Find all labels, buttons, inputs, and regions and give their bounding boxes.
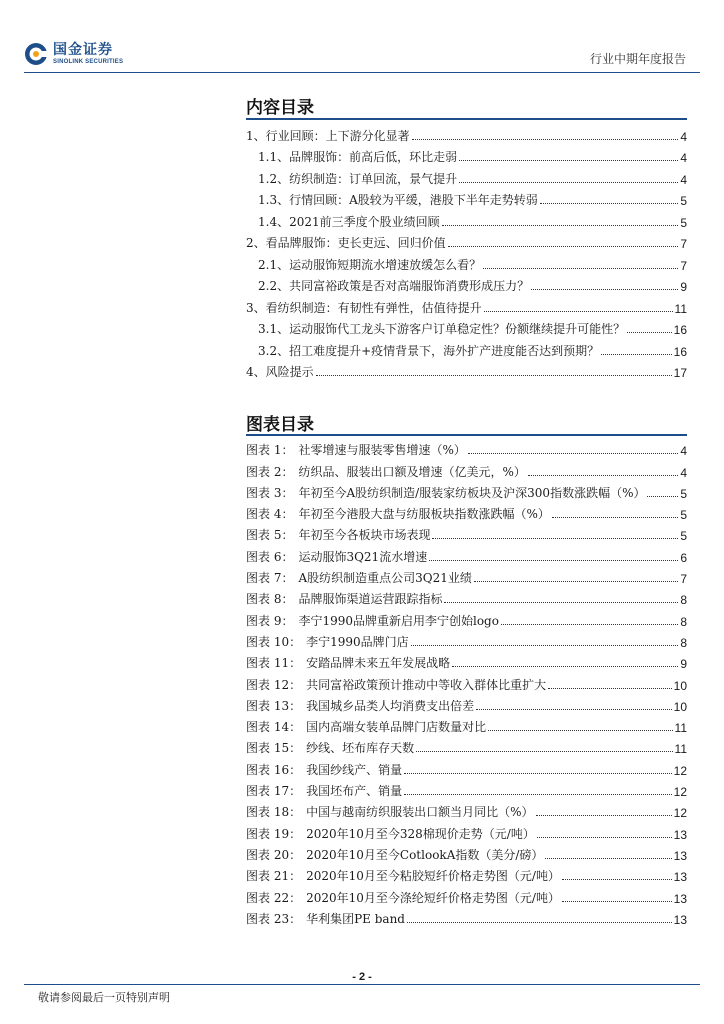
toc-entry-page: 7 xyxy=(680,237,687,251)
dot-leader xyxy=(448,246,679,247)
figure-entry[interactable] xyxy=(246,842,687,863)
toc-entry-text: 1.1、品牌服饰：前高后低，环比走弱 xyxy=(258,150,458,164)
toc-title: 内容目录 xyxy=(246,98,314,118)
figure-page: 13 xyxy=(673,827,687,842)
dot-leader xyxy=(552,517,678,518)
figure-label: 图表 20： xyxy=(246,847,302,862)
figure-label: 图表 16： xyxy=(246,762,302,777)
dot-leader xyxy=(548,688,672,689)
dot-leader xyxy=(483,268,678,269)
figure-label: 图表 22： xyxy=(246,890,302,905)
toc-entry-page: 17 xyxy=(673,366,687,380)
figure-entry[interactable] xyxy=(246,735,687,756)
figure-label: 图表 4： xyxy=(246,507,294,522)
figure-caption: 国内高端女装单品牌门店数量对比 xyxy=(306,720,487,735)
toc-entry-text: 3.2、招工难度提升+疫情背景下，海外扩产进度能否达到预期？ xyxy=(258,343,600,358)
figure-label: 图表 8： xyxy=(246,592,294,607)
figure-page: 6 xyxy=(680,550,687,565)
dot-leader xyxy=(601,354,671,355)
figure-page: 8 xyxy=(680,593,687,608)
figure-entry[interactable] xyxy=(246,629,687,650)
figure-entry[interactable] xyxy=(246,458,687,479)
toc-entry[interactable] xyxy=(246,208,687,230)
toc-entry-page: 7 xyxy=(680,258,687,273)
figure-caption: 中国与越南纺织服装出口额当月同比（%） xyxy=(306,805,534,820)
toc-entry[interactable] xyxy=(246,294,687,316)
dot-leader xyxy=(627,332,672,333)
dot-leader xyxy=(452,666,678,667)
dot-leader xyxy=(545,858,671,859)
figure-caption: 安踏品牌未来五年发展战略 xyxy=(306,656,451,671)
figure-label: 图表 23： xyxy=(246,911,302,926)
figure-caption: 我国纱线产、销量 xyxy=(306,762,403,777)
figure-page: 8 xyxy=(680,635,687,650)
dot-leader xyxy=(562,879,672,880)
figure-label: 图表 21： xyxy=(246,869,302,884)
toc-entry[interactable] xyxy=(246,316,687,338)
dot-leader xyxy=(442,225,679,226)
figure-caption: 2020年10月至今粘胶短纤价格走势图（元/吨） xyxy=(306,869,560,884)
figure-page: 13 xyxy=(673,891,687,906)
figure-page: 13 xyxy=(673,848,687,863)
figure-page: 9 xyxy=(680,657,687,672)
toc-entry-text: 1.2、纺织制造：订单回流，景气提升 xyxy=(258,171,458,186)
figure-entry[interactable] xyxy=(246,565,687,586)
toc-entry[interactable] xyxy=(246,337,687,359)
dot-leader xyxy=(412,139,679,140)
figure-entry[interactable] xyxy=(246,522,687,543)
toc-entry[interactable] xyxy=(246,251,687,273)
toc-entry-text: 3、看纺织制造：有韧性有弹性，估值待提升 xyxy=(246,300,482,315)
figure-page: 12 xyxy=(673,806,687,821)
dot-leader xyxy=(531,289,678,290)
figure-entry[interactable] xyxy=(246,863,687,884)
figure-caption: 纺织品、服装出口额及增速（亿美元，%） xyxy=(298,464,526,479)
toc-list xyxy=(246,122,687,380)
dot-leader xyxy=(468,453,678,454)
figure-page: 11 xyxy=(674,742,687,757)
page-header xyxy=(0,0,724,75)
figure-page: 12 xyxy=(673,763,687,778)
toc-entry[interactable] xyxy=(246,273,687,295)
footer-divider xyxy=(24,984,700,985)
figure-entry[interactable] xyxy=(246,543,687,564)
logo-chinese-name: 国金证券 xyxy=(53,41,113,58)
toc-entry-page: 5 xyxy=(680,215,687,230)
figure-list xyxy=(246,437,687,927)
toc-entry-page: 16 xyxy=(673,323,687,337)
company-logo xyxy=(24,42,123,66)
toc-entry-text: 3.1、运动服饰代工龙头下游客户订单稳定性？份额继续提升可能性？ xyxy=(258,322,626,336)
toc-entry-page: 16 xyxy=(673,344,687,359)
dot-leader xyxy=(537,837,672,838)
figure-caption: A股纺织制造重点公司3Q21业绩 xyxy=(298,571,472,586)
dot-leader xyxy=(444,602,678,603)
figure-caption: 年初至今港股大盘与纺服板块指数涨跌幅（%） xyxy=(298,507,550,522)
toc-entry-page: 9 xyxy=(680,280,687,294)
figure-caption: 2020年10月至今涤纶短纤价格走势图（元/吨） xyxy=(306,890,560,905)
figure-caption: 2020年10月至今CotlookA指数（美分/磅） xyxy=(306,847,544,862)
figure-page: 4 xyxy=(680,465,687,480)
figure-caption: 年初至今各板块市场表现 xyxy=(298,528,431,543)
figure-page: 13 xyxy=(673,912,687,927)
figure-caption: 华利集团PE band xyxy=(306,911,405,926)
figure-label: 图表 12： xyxy=(246,677,302,692)
figure-page: 5 xyxy=(680,529,687,544)
figure-entry[interactable] xyxy=(246,501,687,522)
toc-entry[interactable] xyxy=(246,122,687,144)
toc-entry-page: 4 xyxy=(680,151,687,165)
figure-entry[interactable] xyxy=(246,799,687,820)
sinolink-logo-icon xyxy=(24,42,48,66)
dot-leader xyxy=(540,203,679,204)
toc-entry-text: 1.3、行情回顾：A股较为平缓，港股下半年走势转弱 xyxy=(258,193,538,207)
toc-entry[interactable] xyxy=(246,144,687,166)
dot-leader xyxy=(536,815,672,816)
figure-entry[interactable] xyxy=(246,693,687,714)
figure-caption: 2020年10月至今328棉现价走势（元/吨） xyxy=(306,826,535,841)
dot-leader xyxy=(474,581,678,582)
toc-entry-text: 1.4、2021前三季度个股业绩回顾 xyxy=(258,214,440,229)
logo-english-name: SINOLINK SECURITIES xyxy=(53,58,124,65)
figure-page: 12 xyxy=(673,785,687,800)
figure-caption: 运动服饰3Q21流水增速 xyxy=(298,549,428,564)
toc-entry-page: 4 xyxy=(680,129,687,144)
toc-entry-page: 5 xyxy=(680,194,687,208)
figure-entry[interactable] xyxy=(246,586,687,607)
toc-entry[interactable] xyxy=(246,359,687,381)
figure-label: 图表 18： xyxy=(246,805,302,820)
figure-page: 13 xyxy=(673,870,687,885)
toc-entry[interactable] xyxy=(246,187,687,209)
dot-leader xyxy=(407,922,672,923)
dot-leader xyxy=(404,794,672,795)
figure-entry[interactable] xyxy=(246,671,687,692)
figure-entry[interactable] xyxy=(246,650,687,671)
figure-label: 图表 11： xyxy=(246,656,302,671)
toc-entry-page: 11 xyxy=(674,301,687,316)
dot-leader xyxy=(404,773,672,774)
figure-entry[interactable] xyxy=(246,607,687,628)
dot-leader xyxy=(459,182,678,183)
toc-entry[interactable] xyxy=(246,230,687,252)
figure-entry[interactable] xyxy=(246,480,687,501)
figure-label: 图表 15： xyxy=(246,741,302,756)
figure-entry[interactable] xyxy=(246,437,687,458)
page-number: - 2 - xyxy=(352,971,372,983)
dot-leader xyxy=(484,311,673,312)
dot-leader xyxy=(459,160,678,161)
toc-entry-page: 4 xyxy=(680,172,687,187)
figure-caption: 年初至今A股纺织制造/服装家纺板块及沪深300指数涨跌幅（%） xyxy=(298,485,646,500)
dot-leader xyxy=(501,624,678,625)
figure-entry[interactable] xyxy=(246,778,687,799)
disclaimer-note: 敬请参阅最后一页特别声明 xyxy=(38,991,170,1004)
figure-label: 图表 1： xyxy=(246,443,294,458)
toc-entry-text: 2.2、共同富裕政策是否对高端服饰消费形成压力？ xyxy=(258,279,530,293)
figure-page: 5 xyxy=(680,508,687,523)
figure-entry[interactable] xyxy=(246,906,687,927)
figure-page: 4 xyxy=(680,444,687,459)
figure-label: 图表 13： xyxy=(246,698,302,713)
figure-label: 图表 5： xyxy=(246,528,294,543)
figure-entry[interactable] xyxy=(246,884,687,905)
dot-leader xyxy=(416,751,672,752)
dot-leader xyxy=(411,645,679,646)
figure-label: 图表 17： xyxy=(246,784,302,799)
figure-label: 图表 10： xyxy=(246,634,302,649)
figure-page: 10 xyxy=(673,678,687,693)
dot-leader xyxy=(476,709,672,710)
figure-label: 图表 7： xyxy=(246,571,294,586)
dot-leader xyxy=(316,375,672,376)
toc-entry-text: 4、风险提示 xyxy=(246,365,314,379)
dot-leader xyxy=(488,730,672,731)
figure-caption: 纱线、坯布库存天数 xyxy=(306,741,415,756)
figures-title-rule xyxy=(246,434,687,436)
dot-leader xyxy=(432,538,678,539)
figure-caption: 我国城乡品类人均消费支出倍差 xyxy=(306,698,475,713)
figures-title: 图表目录 xyxy=(246,415,314,435)
figure-caption: 品牌服饰渠道运营跟踪指标 xyxy=(298,592,443,607)
figure-label: 图表 2： xyxy=(246,464,294,479)
toc-entry-text: 1、行业回顾：上下游分化显著 xyxy=(246,128,410,143)
figure-label: 图表 19： xyxy=(246,826,302,841)
toc-entry-text: 2.1、运动服饰短期流水增速放缓怎么看？ xyxy=(258,257,482,272)
figure-label: 图表 9： xyxy=(246,613,294,628)
figure-caption: 共同富裕政策预计推动中等收入群体比重扩大 xyxy=(306,677,547,692)
dot-leader xyxy=(528,475,678,476)
figure-page: 8 xyxy=(680,614,687,629)
dot-leader xyxy=(647,496,678,497)
figure-page: 7 xyxy=(680,572,687,587)
figure-caption: 李宁1990品牌门店 xyxy=(306,634,409,649)
figure-label: 图表 6： xyxy=(246,549,294,564)
toc-entry[interactable] xyxy=(246,165,687,187)
report-type-label: 行业中期年度报告 xyxy=(589,52,686,66)
dot-leader xyxy=(429,560,678,561)
figure-entry[interactable] xyxy=(246,756,687,777)
toc-entry-text: 2、看品牌服饰：吏长吏远、回归价值 xyxy=(246,236,446,250)
figure-caption: 李宁1990品牌重新启用李宁创始logo xyxy=(298,613,499,628)
figure-page: 11 xyxy=(674,721,687,736)
figure-label: 图表 14： xyxy=(246,720,302,735)
figure-label: 图表 3： xyxy=(246,485,294,500)
dot-leader xyxy=(562,901,672,902)
toc-title-rule xyxy=(246,118,687,120)
figure-page: 5 xyxy=(680,486,687,501)
figure-entry[interactable] xyxy=(246,820,687,841)
figure-page: 10 xyxy=(673,699,687,714)
figure-caption: 我国坯布产、销量 xyxy=(306,784,403,799)
figure-caption: 社零增速与服装零售增速（%） xyxy=(298,443,466,458)
figure-entry[interactable] xyxy=(246,714,687,735)
header-divider xyxy=(24,72,700,73)
